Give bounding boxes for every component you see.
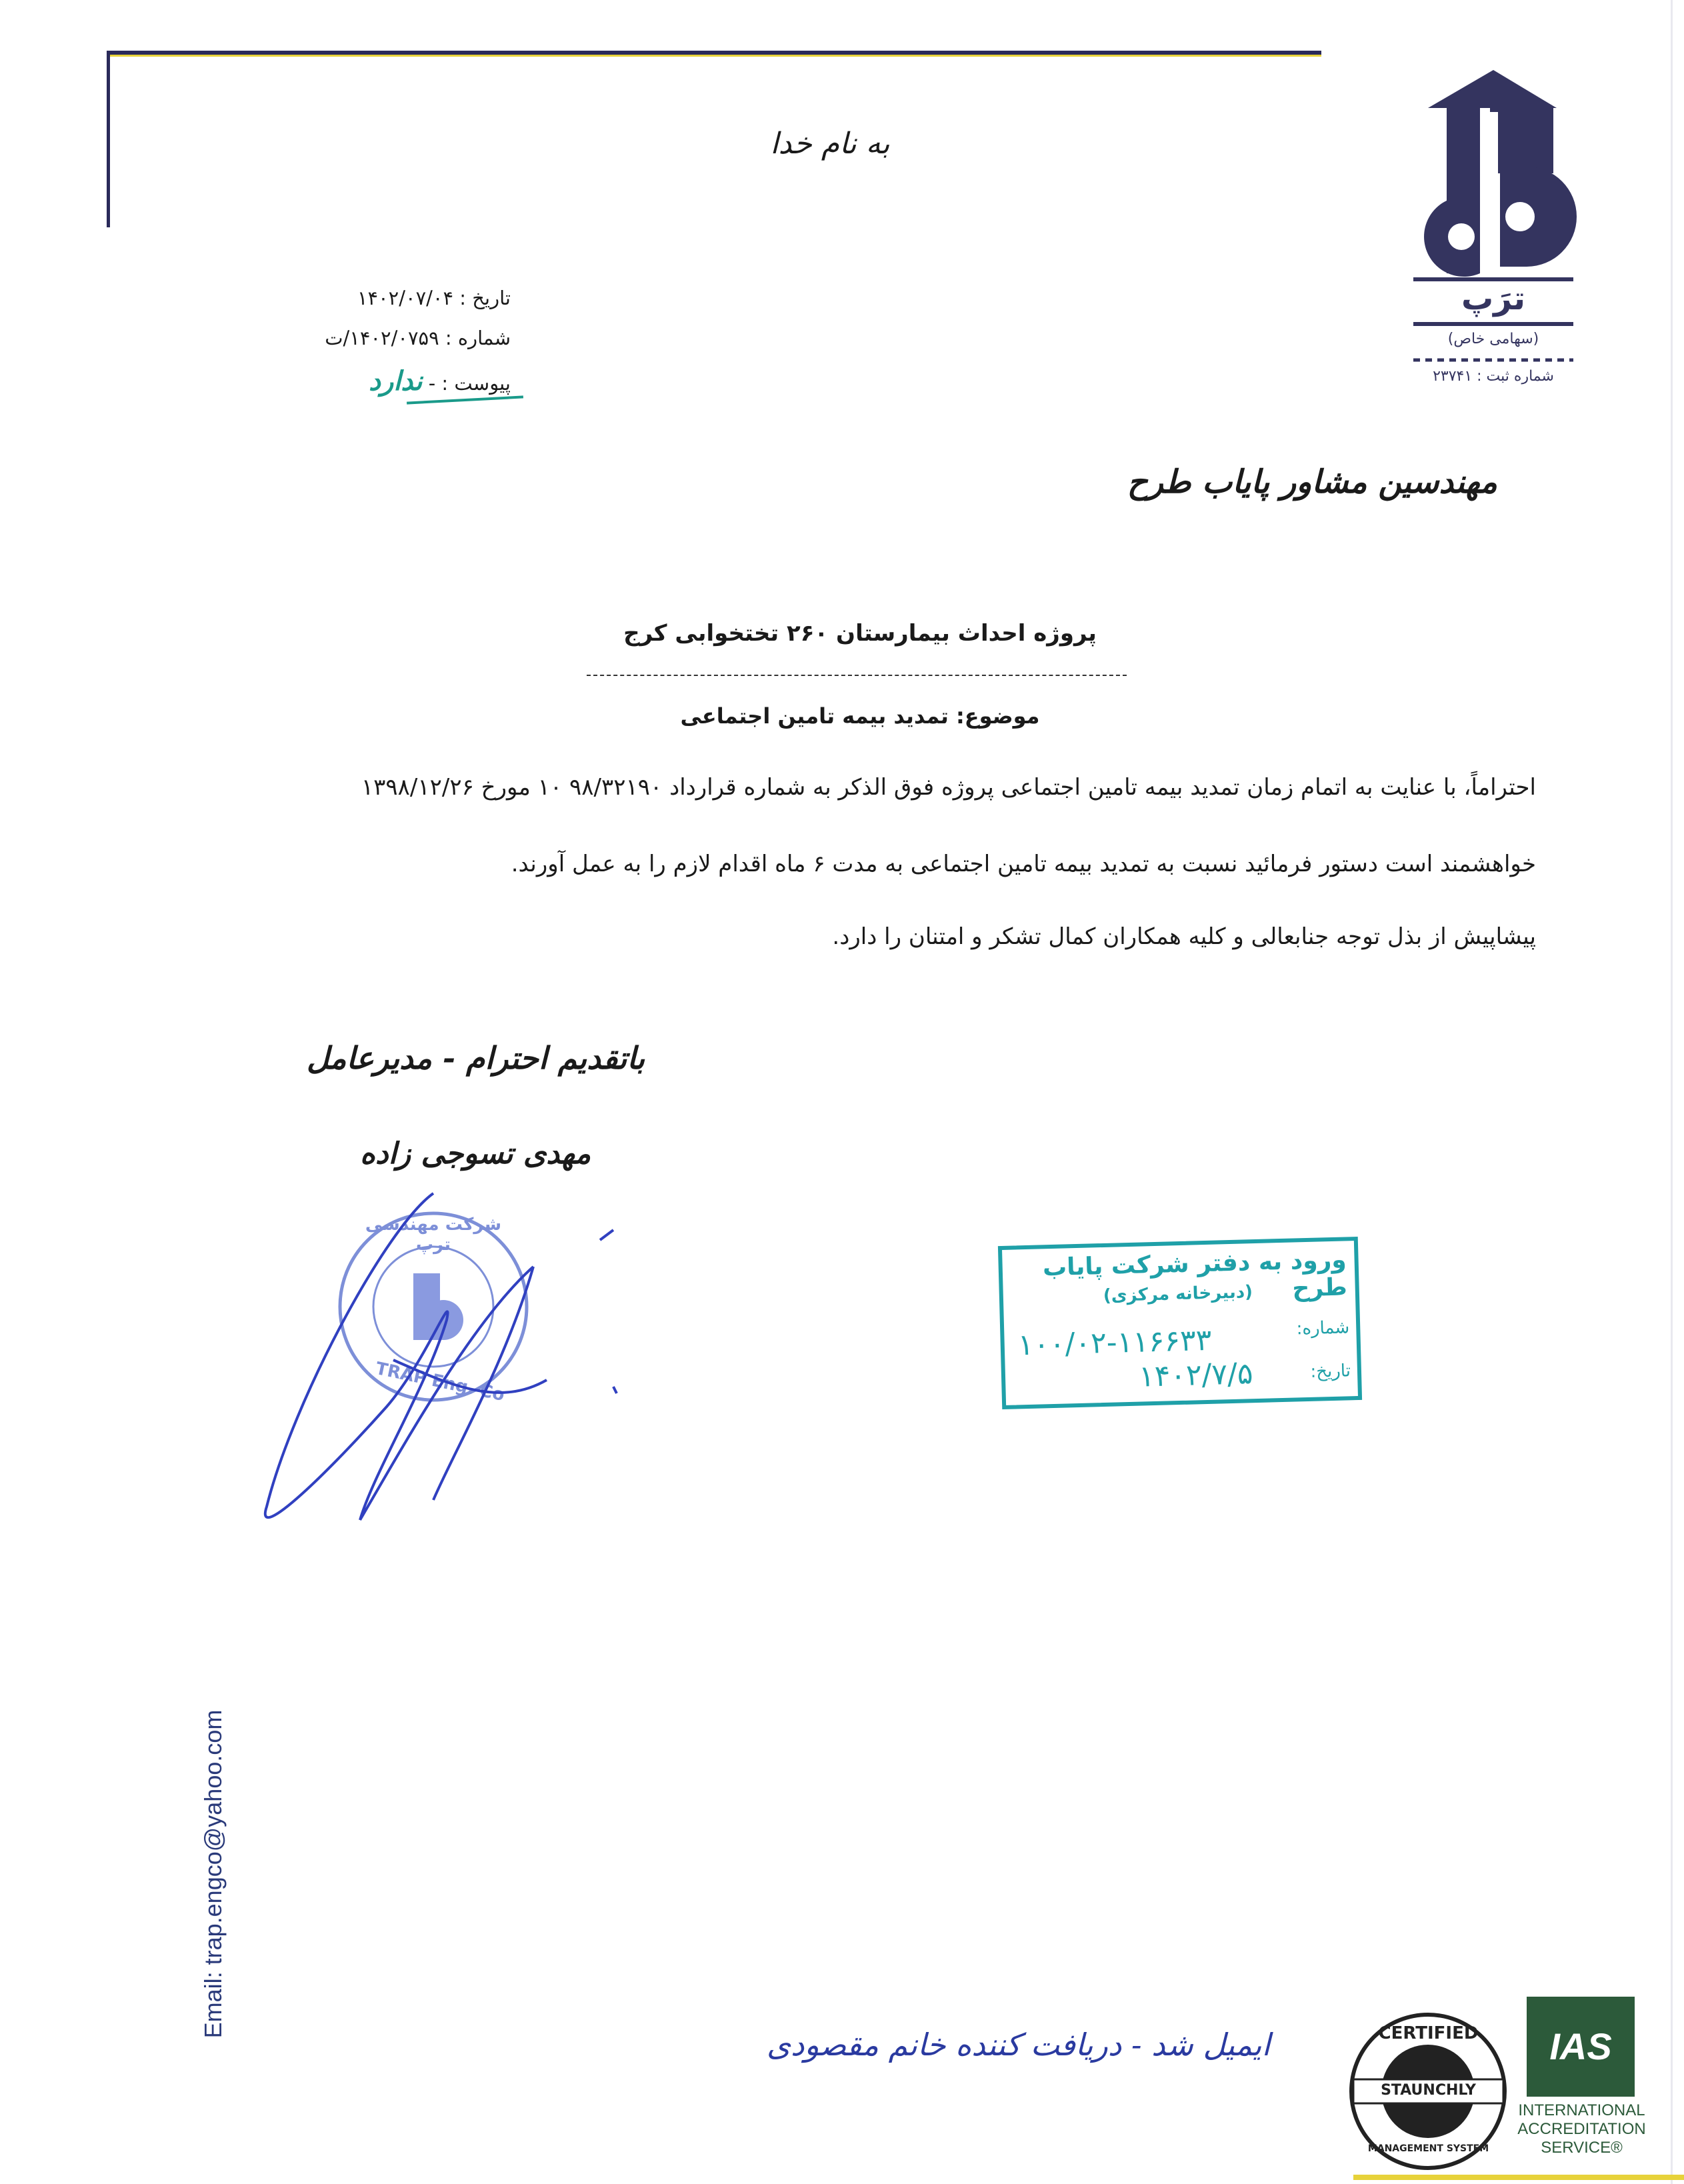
ias-line-3: SERVICE® [1541,2139,1623,2157]
body-paragraph-2: خواهشمند است دستور فرمائید نسبت به تمدید بیمه تامین اجتماعی به مدت ۶ ماه اقدام لازم را به عمل آورند. [511,851,1536,877]
subject-line: موضوع: تمدید بیمه تامین اجتماعی [680,703,1040,729]
seal-bottom-text: TRAP Eng. Co [373,1358,507,1406]
date-field: تاریخ : ۱۴۰۲/۰۷/۰۴ [357,287,511,309]
page-edge [1671,0,1673,2184]
signatory-name: مهدی تسوجی زاده [360,1137,591,1171]
company-logo [1407,67,1580,400]
signature [253,1187,653,1533]
handwritten-note: ایمیل شد - دریافت کننده خانم مقصودی [767,2027,1271,2063]
cert-middle-text: STAUNCHLY [1381,2082,1476,2099]
email-contact: Email: trap.engco@yahoo.com [199,1709,227,2039]
title-divider [587,675,1127,676]
closing: باتقدیم احترام - مدیرعامل [307,1040,645,1076]
stamp-date-value: ۱۴۰۲/۷/۵ [1138,1357,1254,1394]
cert-top-text: CERTIFIED [1378,2023,1479,2043]
header-frame-left [107,51,110,227]
entry-stamp [998,1237,1362,1409]
footer-bar [1353,2175,1684,2180]
attachment-field [369,365,511,397]
ias-caption [1513,2101,1650,2157]
letter-number-field: شماره : ۱۴۰۲/۰۷۵۹/ت [325,327,511,349]
body-paragraph-3: پیشاپیش از بذل توجه جنابعالی و کلیه همکاران کمال تشکر و امتنان را دارد. [832,923,1536,950]
logo-name: ترَپ [1461,280,1526,317]
cert-bottom-text: MANAGEMENT SYSTEM [1367,2143,1489,2154]
stamp-number-value: ۱۰۰/۰۲-۱۱۶۶۳۳ [1017,1323,1213,1363]
logo-registration: شماره ثبت : ۲۳۷۴۱ [1433,368,1554,385]
certified-badge [1347,2010,1510,2173]
header-frame-top [107,51,1321,57]
stamp-subtitle: (دبیرخانه مرکزی) [1103,1282,1253,1306]
stamp-number-label: شماره: [1296,1317,1350,1339]
project-title: پروژه احداث بیمارستان ۲۶۰ تختخوابی کرج [623,620,1097,647]
logo-company-type: (سهامی خاص) [1447,331,1539,347]
attachment-label: پیوست : - [428,372,511,395]
stamp-title: ورود به دفتر شرکت پایاب طرح [1042,1246,1348,1303]
trap-logo-icon [1407,67,1580,400]
ias-line-2: ACCREDITATION [1517,2120,1646,2138]
bismillah: به نام خدا [770,127,890,161]
ias-line-1: INTERNATIONAL [1518,2101,1645,2119]
ias-logo: IAS [1527,1997,1635,2097]
attachment-value: ندارد [369,365,423,397]
stamp-date-label: تاریخ: [1310,1361,1351,1382]
attachment-underline [407,395,523,404]
seal-top-text: شرکت مهندسی ترپ [365,1215,502,1255]
addressee: مهندسین مشاور پایاب طرح [1127,463,1497,501]
body-paragraph-1: احتراماً، با عنایت به اتمام زمان تمدید بیمه تامین اجتماعی پروژه فوق الذکر به شماره قرارداد ۹۸/۳۲۱۹۰ ۱۰ مورخ ۱۳۹۸/۱۲/۲۶ [361,774,1536,801]
